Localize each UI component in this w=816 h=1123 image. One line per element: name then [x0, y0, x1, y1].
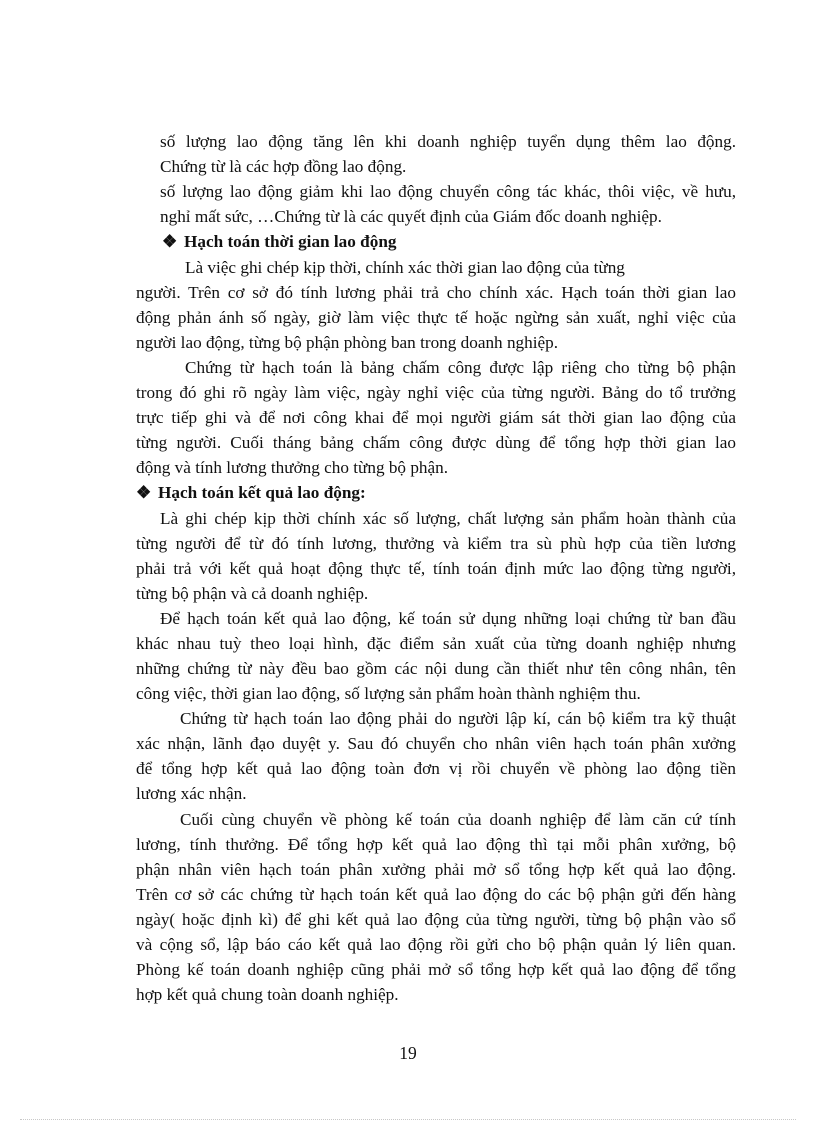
paragraph-line: nghỉ mất sức, …Chứng từ là các quyết định của Giám đốc doanh nghiệp. [160, 207, 662, 226]
section-heading-text: Hạch toán kết quả lao động: [158, 483, 366, 502]
paragraph-line: những chứng từ này đều bao gồm các nội dung cần thiết như tên công nhân, tên [136, 659, 736, 678]
paragraph-line: động phản ánh số ngày, giờ làm việc thực tế hoặc ngừng sản xuất, nghỉ việc của [136, 308, 736, 327]
paragraph-line: phải trả với kết quả hoạt động thực tế, tính toán định mức lao động từng người, [136, 559, 736, 578]
section-heading-time [162, 230, 396, 254]
paragraph-line: Chứng từ hạch toán lao động phải do người lập kí, cán bộ kiểm tra kỹ thuật [180, 709, 736, 728]
paragraph-line: và cộng sổ, lập báo cáo kết quả lao động rồi gửi cho bộ phận quản lý liên quan. [136, 935, 736, 954]
paragraph-line: người. Trên cơ sở đó tính lương phải trả cho chính xác. Hạch toán thời gian lao [136, 283, 736, 302]
paragraph-line: để tổng hợp kết quả lao động toàn đơn vị rồi chuyển về phòng lao động tiền [136, 759, 736, 778]
paragraph-line: công việc, thời gian lao động, số lượng sản phẩm hoàn thành nghiệm thu. [136, 684, 641, 703]
paragraph-line: Phòng kế toán doanh nghiệp cũng phải mở sổ tổng hợp kết quả lao động để tổng [136, 960, 736, 979]
paragraph-line: trong đó ghi rõ ngày làm việc, ngày nghỉ việc của từng người. Bảng do tổ trưởng [136, 383, 736, 402]
paragraph-line: xác nhận, lãnh đạo duyệt y. Sau đó chuyển cho nhân viên hạch toán phân xưởng [136, 734, 736, 753]
paragraph-line: Là ghi chép kịp thời chính xác số lượng, chất lượng sản phẩm hoàn thành của [160, 509, 736, 528]
diamond-bullet-icon: ❖ [136, 483, 152, 502]
page-bottom-rule [20, 1119, 796, 1120]
page-number: 19 [399, 1043, 417, 1063]
paragraph-line: Cuối cùng chuyển về phòng kế toán của doanh nghiệp để làm căn cứ tính [180, 810, 736, 829]
section-heading-text: Hạch toán thời gian lao động [184, 232, 397, 251]
paragraph-line: Là việc ghi chép kịp thời, chính xác thời gian lao động của từng [185, 258, 625, 277]
paragraph-line: hợp kết quả chung toàn doanh nghiệp. [136, 985, 399, 1004]
paragraph-line: từng người để từ đó tính lương, thưởng và kiểm tra sù phù hợp của tiền lương [136, 534, 736, 553]
section-heading-result [136, 481, 366, 505]
diamond-bullet-icon: ❖ [162, 232, 178, 251]
paragraph-line: động và tính lương thưởng cho từng bộ phận. [136, 458, 449, 477]
paragraph-line: từng bộ phận và cả doanh nghiệp. [136, 584, 369, 603]
paragraph-line: lương xác nhận. [136, 784, 247, 803]
paragraph-line: Để hạch toán kết quả lao động, kế toán sử dụng những loại chứng từ ban đầu [160, 609, 736, 628]
paragraph-line: Trên cơ sở các chứng từ hạch toán kết quả lao động do các bộ phận gửi đến hàng [136, 885, 736, 904]
paragraph-line: phận nhân viên hạch toán phân xưởng phải mở sổ tổng hợp kết quả lao động. [136, 860, 736, 879]
paragraph-line: trực tiếp ghi và để nơi công khai để mọi người giám sát thời gian lao động của [136, 408, 736, 427]
paragraph-line: ngày( hoặc định kì) để ghi kết quả lao động của từng người, từng bộ phận vào sổ [136, 910, 736, 929]
paragraph-line: lương, tính thưởng. Để tổng hợp kết quả lao động thì tại mỗi phân xưởng, bộ [136, 835, 736, 854]
paragraph-line: người lao động, từng bộ phận phòng ban trong doanh nghiệp. [136, 333, 559, 352]
paragraph-line: Chứng từ là các hợp đồng lao động. [160, 157, 407, 176]
paragraph-line: Chứng từ hạch toán là bảng chấm công được lập riêng cho từng bộ phận [185, 358, 736, 377]
paragraph-line: số lượng lao động giảm khi lao động chuyển công tác khác, thôi việc, về hưu, [160, 182, 736, 201]
paragraph-line: khác nhau tuỳ theo loại hình, đặc điểm sản xuất của từng doanh nghiệp nhưng [136, 634, 736, 653]
paragraph-line: số lượng lao động tăng lên khi doanh nghiệp tuyển dụng thêm lao động. [160, 132, 736, 151]
paragraph-line: từng người. Cuối tháng bảng chấm công được dùng để tổng hợp thời gian lao [136, 433, 736, 452]
